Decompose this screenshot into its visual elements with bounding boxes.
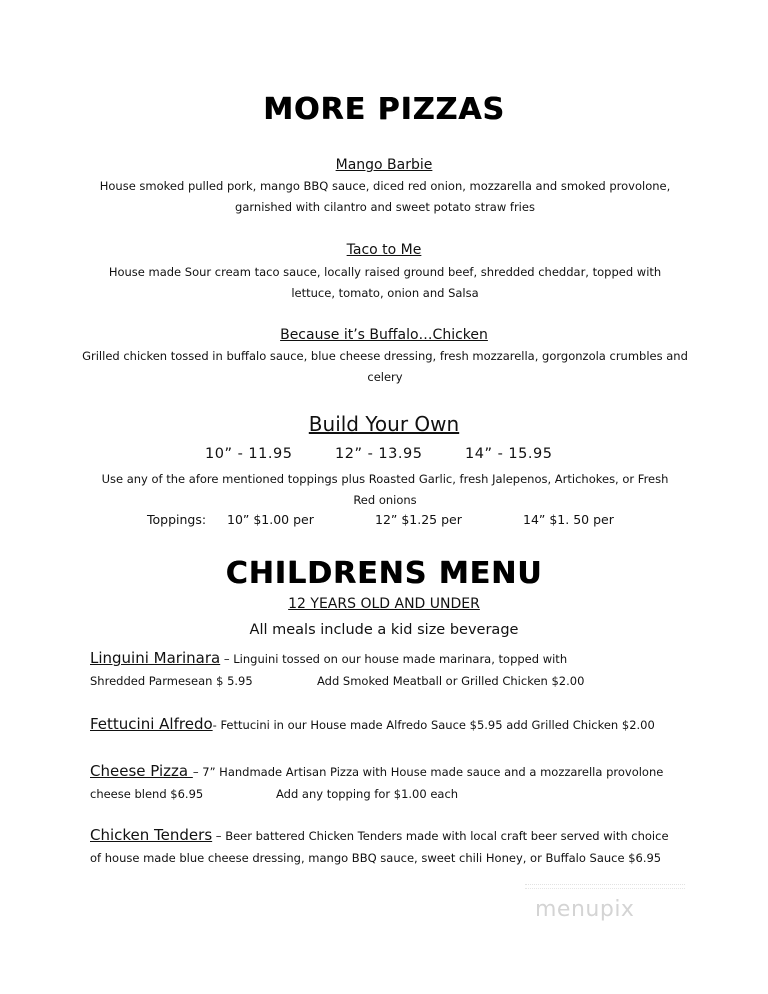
toppings-label: Toppings: bbox=[147, 512, 207, 527]
pizza-desc-buffalo-chicken bbox=[70, 346, 700, 388]
desc-line: celery bbox=[367, 370, 403, 384]
pizza-name-buffalo-chicken: Because it’s Buffalo…Chicken bbox=[280, 327, 488, 343]
desc-line: House made Sour cream taco sauce, locally raised ground beef, shredded cheddar, topped with bbox=[108, 265, 662, 279]
kids-item-name: Fettucini Alfredo bbox=[90, 715, 213, 733]
kids-item-name: Chicken Tenders bbox=[90, 826, 213, 844]
size-price-12: 12” - 13.95 bbox=[335, 446, 423, 462]
pizza-name-taco-to-me: Taco to Me bbox=[346, 242, 422, 258]
kids-item-desc: – 7” Handmade Artisan Pizza with House made sauce and a mozzarella provolone bbox=[192, 765, 664, 779]
topping-price-12: 12” $1.25 per bbox=[375, 512, 462, 527]
kids-item-desc: - Fettucini in our House made Alfredo Sauce $5.95 add Grilled Chicken $2.00 bbox=[212, 718, 655, 732]
desc-line: Red onions bbox=[353, 493, 417, 507]
kids-item-price: cheese blend $6.95 bbox=[90, 787, 204, 801]
kids-item-chicken-tenders bbox=[90, 826, 669, 844]
desc-line: garnished with cilantro and sweet potato straw fries bbox=[235, 200, 535, 214]
size-price-14: 14” - 15.95 bbox=[465, 446, 553, 462]
kids-item-name: Linguini Marinara bbox=[90, 649, 221, 667]
menupix-watermark: menupix bbox=[535, 897, 635, 922]
watermark-rule bbox=[525, 884, 685, 889]
kids-item-addon: Add any topping for $1.00 each bbox=[276, 787, 459, 801]
kids-item-price: Shredded Parmesean $ 5.95 bbox=[90, 674, 253, 688]
desc-line: Use any of the afore mentioned toppings plus Roasted Garlic, fresh Jalepenos, Artichokes, or Fresh bbox=[101, 472, 669, 486]
childrens-menu-heading: CHILDRENS MENU bbox=[225, 556, 543, 591]
age-note: 12 YEARS OLD AND UNDER bbox=[288, 596, 480, 612]
desc-line: Grilled chicken tossed in buffalo sauce, blue cheese dressing, fresh mozzarella, gorgonzola crumbles and bbox=[82, 349, 688, 363]
desc-line: lettuce, tomato, onion and Salsa bbox=[291, 286, 479, 300]
size-price-10: 10” - 11.95 bbox=[205, 446, 293, 462]
kids-item-desc-cont: of house made blue cheese dressing, mango BBQ sauce, sweet chili Honey, or Buffalo Sauce $6.95 bbox=[90, 851, 662, 865]
pizza-desc-taco-to-me bbox=[90, 262, 680, 304]
build-your-own-heading: Build Your Own bbox=[308, 412, 460, 436]
beverage-note: All meals include a kid size beverage bbox=[249, 622, 519, 638]
build-your-own-desc bbox=[80, 469, 690, 511]
pizza-desc-mango-barbie bbox=[90, 176, 680, 218]
more-pizzas-heading: MORE PIZZAS bbox=[263, 92, 505, 127]
topping-price-10: 10” $1.00 per bbox=[227, 512, 314, 527]
kids-item-name: Cheese Pizza bbox=[90, 762, 193, 780]
desc-line: House smoked pulled pork, mango BBQ sauce, diced red onion, mozzarella and smoked provolone, bbox=[99, 179, 671, 193]
kids-item-desc: – Beer battered Chicken Tenders made with local craft beer served with choice bbox=[212, 829, 669, 843]
kids-item-desc: – Linguini tossed on our house made marinara, topped with bbox=[220, 652, 568, 666]
kids-item-linguini bbox=[90, 649, 567, 667]
kids-item-addon: Add Smoked Meatball or Grilled Chicken $2.00 bbox=[317, 674, 585, 688]
topping-price-14: 14” $1. 50 per bbox=[523, 512, 614, 527]
kids-item-cheese-pizza bbox=[90, 762, 663, 780]
kids-item-fettucini bbox=[90, 715, 655, 733]
pizza-name-mango-barbie: Mango Barbie bbox=[335, 157, 433, 173]
